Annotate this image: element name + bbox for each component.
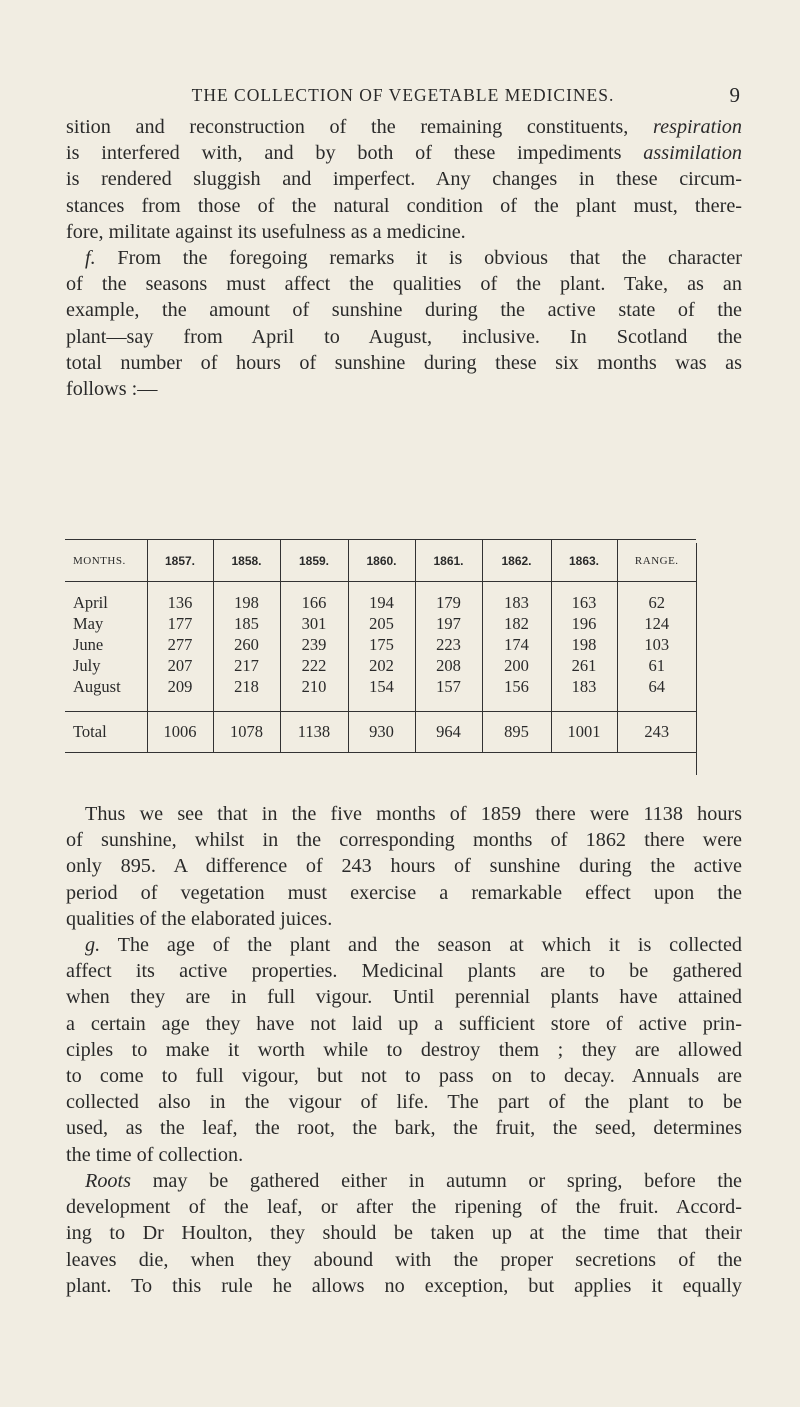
value-cell: 218 bbox=[213, 676, 280, 712]
header-year: 1862. bbox=[482, 540, 551, 582]
paragraph-sunshine-summary bbox=[66, 801, 742, 932]
value-cell: 175 bbox=[348, 634, 415, 655]
running-title: THE COLLECTION OF VEGETABLE MEDICINES. bbox=[191, 85, 615, 105]
range-cell: 61 bbox=[617, 655, 696, 676]
table-row-july bbox=[65, 655, 696, 676]
page-number: 9 bbox=[729, 83, 740, 107]
range-cell: 103 bbox=[617, 634, 696, 655]
table-row-may bbox=[65, 613, 696, 634]
value-cell: 202 bbox=[348, 655, 415, 676]
value-cell: 166 bbox=[280, 582, 348, 614]
text-line: is rendered sluggish and imperfect. Any changes in these circum- bbox=[66, 168, 742, 191]
value-cell: 207 bbox=[147, 655, 213, 676]
text-line bbox=[66, 140, 742, 166]
text-line: example, the amount of sunshine during the active state of the bbox=[66, 299, 742, 322]
value-cell: 174 bbox=[482, 634, 551, 655]
text-line: ing to Dr Houlton, they should be taken up at the time that their bbox=[66, 1222, 742, 1245]
text-line: leaves die, when they abound with the proper secretions of the bbox=[66, 1248, 742, 1271]
range-cell: 62 bbox=[617, 582, 696, 614]
sunshine-table-container bbox=[65, 539, 696, 775]
month-cell: June bbox=[73, 635, 104, 654]
value-cell: 217 bbox=[213, 655, 280, 676]
running-head bbox=[66, 85, 740, 115]
text-run: The age of the plant and the season at which it is collected bbox=[117, 934, 742, 956]
range-cell: 64 bbox=[617, 676, 696, 712]
text-run: Thus we see that in the five months of 1859 there were 1138 hours bbox=[85, 803, 742, 825]
total-cell: 1006 bbox=[147, 712, 213, 753]
text-line: of the seasons must affect the qualities of the plant. Take, as an bbox=[66, 273, 742, 296]
paragraph-roots bbox=[66, 1168, 742, 1299]
italic-term: assimilation bbox=[643, 142, 743, 165]
text-line: development of the leaf, or after the ripening of the fruit. Accord- bbox=[66, 1196, 742, 1219]
value-cell: 301 bbox=[280, 613, 348, 634]
value-cell: 261 bbox=[551, 655, 617, 676]
header-months: MONTHS. bbox=[65, 540, 147, 582]
value-cell: 209 bbox=[147, 676, 213, 712]
value-cell: 136 bbox=[147, 582, 213, 614]
italic-term: respiration bbox=[653, 116, 742, 138]
value-cell: 154 bbox=[348, 676, 415, 712]
range-cell: 124 bbox=[617, 613, 696, 634]
text-line: ciples to make it worth while to destroy them ; they are allowed bbox=[66, 1038, 742, 1061]
value-cell: 222 bbox=[280, 655, 348, 676]
total-cell: 895 bbox=[482, 712, 551, 753]
total-label: Total bbox=[65, 712, 147, 753]
value-cell: 156 bbox=[482, 676, 551, 712]
value-cell: 239 bbox=[280, 634, 348, 655]
text-run: From the foregoing remarks it is obvious that the character bbox=[117, 247, 742, 269]
header-year: 1863. bbox=[551, 540, 617, 582]
text-run: is interfered with, and by both of these impediments bbox=[66, 142, 622, 165]
section-marker: f. bbox=[85, 247, 96, 269]
text-line: collected also in the vigour of life. The part of the plant to be bbox=[66, 1091, 742, 1114]
value-cell: 223 bbox=[415, 634, 482, 655]
text-line bbox=[66, 801, 742, 827]
value-cell: 210 bbox=[280, 676, 348, 712]
text-line: period of vegetation must exercise a remarkable effect upon the bbox=[66, 881, 742, 904]
value-cell: 277 bbox=[147, 634, 213, 655]
value-cell: 194 bbox=[348, 582, 415, 614]
text-line bbox=[66, 1168, 742, 1194]
text-line: qualities of the elaborated juices. bbox=[66, 907, 333, 930]
text-line: fore, militate against its usefulness as a medicine. bbox=[66, 220, 466, 243]
header-range: RANGE. bbox=[617, 540, 696, 582]
text-line: plant. To this rule he allows no exception, but applies it equally bbox=[66, 1274, 742, 1297]
header-year: 1859. bbox=[280, 540, 348, 582]
text-line: total number of hours of sunshine during these six months was as bbox=[66, 351, 742, 374]
header-year: 1861. bbox=[415, 540, 482, 582]
value-cell: 205 bbox=[348, 613, 415, 634]
value-cell: 183 bbox=[482, 582, 551, 614]
table-total-row bbox=[65, 712, 696, 753]
text-line: the time of collection. bbox=[66, 1143, 244, 1166]
month-cell: May bbox=[73, 614, 104, 633]
value-cell: 196 bbox=[551, 613, 617, 634]
text-line bbox=[66, 245, 742, 271]
table-row-june bbox=[65, 634, 696, 655]
value-cell: 198 bbox=[551, 634, 617, 655]
section-marker: g. bbox=[85, 934, 101, 956]
text-line: used, as the leaf, the root, the bark, the fruit, the seed, determines bbox=[66, 1117, 742, 1140]
paragraph-f-seasons bbox=[66, 245, 742, 402]
text-line: only 895. A difference of 243 hours of sunshine during the active bbox=[66, 855, 742, 878]
text-run: sition and reconstruction of the remaining constituents, bbox=[66, 116, 629, 138]
value-cell: 183 bbox=[551, 676, 617, 712]
total-cell: 1001 bbox=[551, 712, 617, 753]
text-line bbox=[66, 932, 742, 958]
value-cell: 260 bbox=[213, 634, 280, 655]
value-cell: 200 bbox=[482, 655, 551, 676]
total-range-cell: 243 bbox=[617, 712, 696, 753]
text-line: of sunshine, whilst in the corresponding months of 1862 there were bbox=[66, 829, 742, 852]
value-cell: 197 bbox=[415, 613, 482, 634]
month-cell: April bbox=[73, 593, 108, 612]
total-cell: 964 bbox=[415, 712, 482, 753]
value-cell: 163 bbox=[551, 582, 617, 614]
total-cell: 1078 bbox=[213, 712, 280, 753]
header-year: 1858. bbox=[213, 540, 280, 582]
text-line: a certain age they have not laid up a sufficient store of active prin- bbox=[66, 1012, 742, 1035]
table-row-april bbox=[65, 582, 696, 614]
total-cell: 1138 bbox=[280, 712, 348, 753]
total-cell: 930 bbox=[348, 712, 415, 753]
value-cell: 177 bbox=[147, 613, 213, 634]
value-cell: 179 bbox=[415, 582, 482, 614]
value-cell: 198 bbox=[213, 582, 280, 614]
italic-lead: Roots bbox=[85, 1170, 131, 1192]
value-cell: 157 bbox=[415, 676, 482, 712]
text-line: to come to full vigour, but not to pass on to decay. Annuals are bbox=[66, 1065, 742, 1088]
paragraph-respiration bbox=[66, 114, 742, 245]
month-cell: July bbox=[73, 656, 101, 675]
table-header-row bbox=[65, 540, 696, 582]
text-line: when they are in full vigour. Until perennial plants have attained bbox=[66, 986, 742, 1009]
table-row-august bbox=[65, 676, 696, 712]
text-run: may be gathered either in autumn or spring, before the bbox=[152, 1170, 743, 1192]
sunshine-hours-table bbox=[65, 539, 696, 753]
header-year: 1860. bbox=[348, 540, 415, 582]
text-line: follows :— bbox=[66, 378, 158, 401]
month-cell: August bbox=[73, 677, 121, 696]
value-cell: 208 bbox=[415, 655, 482, 676]
value-cell: 182 bbox=[482, 613, 551, 634]
header-year: 1857. bbox=[147, 540, 213, 582]
text-line: stances from those of the natural condition of the plant must, there- bbox=[66, 194, 742, 217]
text-line: affect its active properties. Medicinal plants are to be gathered bbox=[66, 960, 742, 983]
text-line: plant—say from April to August, inclusive. In Scotland the bbox=[66, 325, 742, 348]
text-line bbox=[66, 114, 742, 140]
paragraph-g-age bbox=[66, 932, 742, 1168]
table-right-rule bbox=[696, 543, 697, 775]
value-cell: 185 bbox=[213, 613, 280, 634]
